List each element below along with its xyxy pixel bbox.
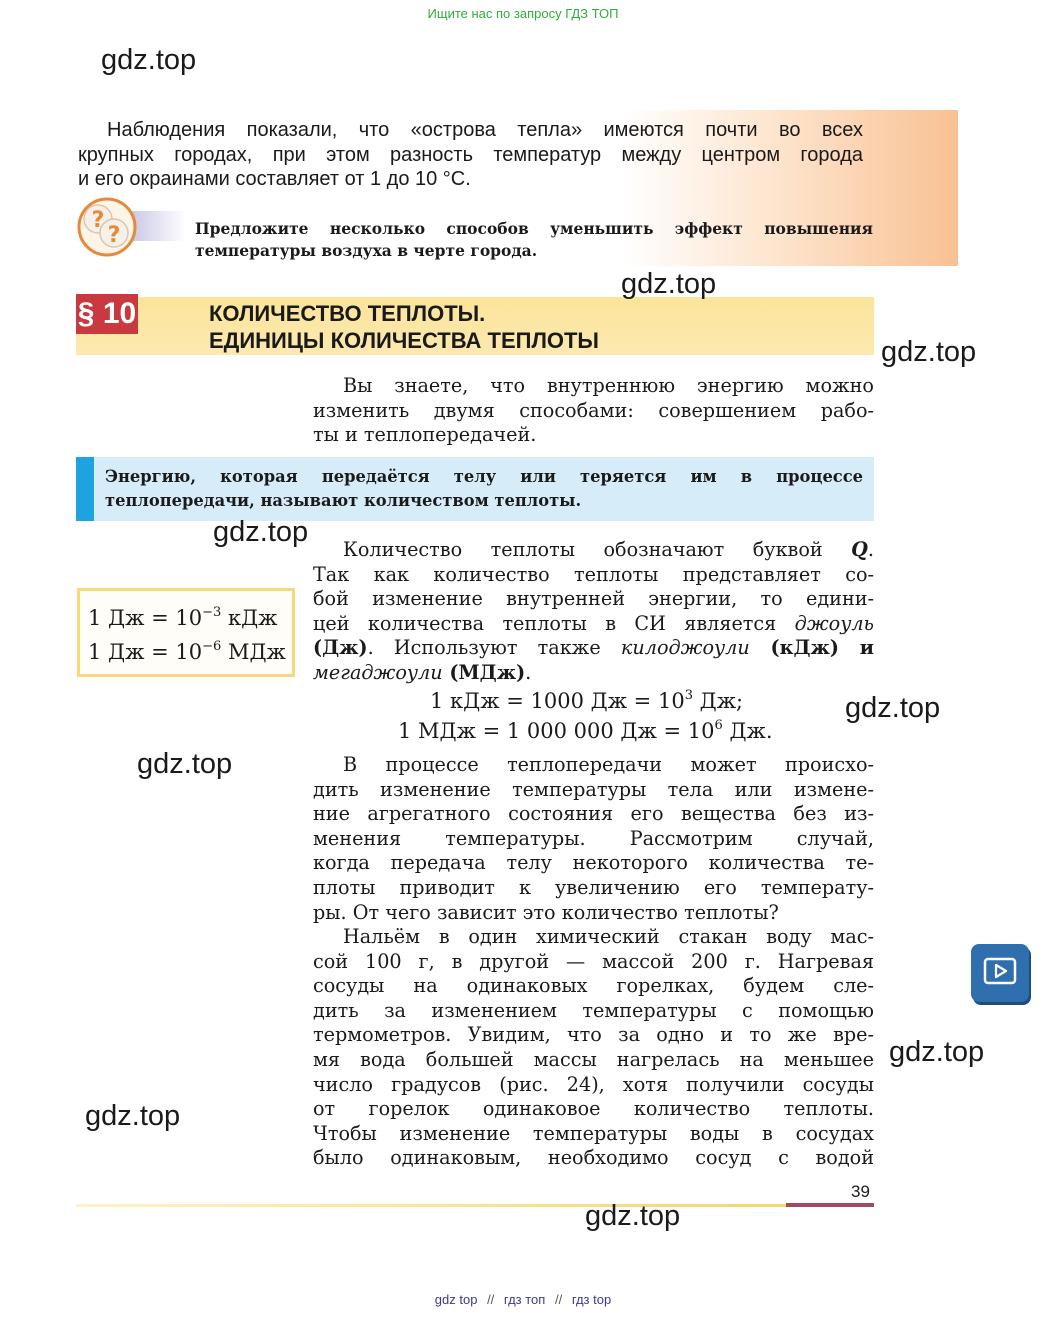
- svg-text:?: ?: [91, 208, 105, 233]
- text-line: менения температуры. Рассмотрим случай,: [313, 826, 874, 850]
- section-number-badge: § 10: [76, 294, 138, 334]
- text-line: бой изменение внутренней энергии, то едини-: [313, 587, 874, 611]
- text-line: мегаджоули (МДж).: [313, 660, 532, 684]
- section-title: [209, 300, 599, 354]
- watermark: gdz.top: [889, 1036, 985, 1068]
- text-line: изменить двумя способами: совершением рабо-: [313, 398, 874, 422]
- question-bar: [130, 211, 186, 241]
- intro-paragraph: [78, 118, 863, 192]
- paragraph-heat-transfer: [313, 753, 874, 925]
- section-title-line: КОЛИЧЕСТВО ТЕПЛОТЫ.: [209, 301, 486, 326]
- text-line: В процессе теплопередачи может происхо-: [343, 753, 874, 776]
- intro-line: Наблюдения показали, что «острова тепла» имеются почти во всех: [107, 119, 863, 141]
- text-line: Чтобы изменение температуры воды в сосудах: [313, 1121, 874, 1145]
- formula-kilojoule: 1 кДж = 1000 Дж = $10^3$ Дж;: [430, 687, 744, 713]
- formula-megajoule: 1 МДж = 1 000 000 Дж = $10^6$ Дж.: [398, 717, 773, 743]
- watermark: gdz.top: [213, 516, 309, 548]
- watermark: gdz.top: [881, 336, 977, 368]
- top-banner[interactable]: Ищите нас по запросу ГДЗ ТОП: [427, 6, 619, 21]
- paragraph-intro-energy: [313, 374, 874, 448]
- bottom-link[interactable]: гдз top: [571, 1292, 612, 1307]
- text-line: ты и теплопередачей.: [313, 423, 537, 447]
- watermark: gdz.top: [137, 748, 233, 780]
- intro-line: и его окраинами составляет от 1 до 10 °С.: [78, 168, 471, 190]
- text-line: число градусов (рис. 24), хотя получили сосуды: [313, 1072, 874, 1096]
- bottom-link[interactable]: gdz top: [434, 1292, 478, 1307]
- question-text: Предложите несколько способов уменьшить эффект повышения температуры воздуха в черте города.: [195, 219, 873, 260]
- text-line: сосуды на одинаковых горелках, будем сле-: [313, 974, 874, 998]
- paragraph-heat-quantity: [313, 538, 874, 686]
- bottom-link[interactable]: гдз топ: [503, 1292, 546, 1307]
- text-line: от горелок одинаковое количество теплоты.: [313, 1097, 874, 1121]
- text-line: мя вода большей массы нагрелась на меньшее: [313, 1047, 874, 1071]
- text-line: Вы знаете, что внутреннюю энергию можно: [343, 374, 874, 397]
- text-line: цей количества теплоты в СИ является джоуль: [313, 611, 874, 635]
- text-line: сой 100 г, в другой — массой 200 г. Нагревая: [313, 949, 874, 973]
- video-play-button[interactable]: [971, 944, 1029, 1002]
- text-line: дить изменение температуры тела или измене-: [313, 777, 874, 801]
- definition-stripe: [76, 457, 94, 521]
- watermark: gdz.top: [85, 1100, 181, 1132]
- unit-conversion-mj: 1 Дж = $10^{-6}$ МДж: [88, 638, 286, 664]
- page-number: 39: [851, 1182, 870, 1201]
- text-line: было одинаковым, необходимо сосуд с водой: [313, 1146, 874, 1170]
- play-video-icon: [971, 944, 1029, 1002]
- bottom-links: [0, 1292, 1046, 1307]
- intro-line: крупных городах, при этом разность температур между центром города: [78, 143, 863, 166]
- question-marks-icon: [76, 197, 138, 257]
- text-line: термометров. Увидим, что за одно и то же вре-: [313, 1023, 874, 1047]
- text-line: Так как количество теплоты представляет со-: [313, 562, 874, 586]
- text-line: ры. От чего зависит это количество теплоты?: [313, 900, 779, 924]
- unit-conversion-kj: 1 Дж = $10^{-3}$ кДж: [88, 604, 278, 630]
- watermark: gdz.top: [585, 1200, 681, 1232]
- paragraph-experiment: [313, 925, 874, 1171]
- link-separator: //: [554, 1292, 563, 1307]
- text-line: (Дж). Используют также килоджоули (кДж) и: [313, 636, 874, 660]
- watermark: gdz.top: [845, 692, 941, 724]
- text-line: когда передача телу некоторого количества те-: [313, 851, 874, 875]
- text-line: плоты приводит к увеличению его температу-: [313, 875, 874, 899]
- link-separator: //: [487, 1292, 495, 1307]
- definition-text: Энергию, которая передаётся телу или теряется им в процессе теплопередачи, называют количеством теплоты.: [105, 467, 863, 510]
- text-line: Количество теплоты обозначают буквой Q.: [343, 538, 874, 561]
- text-line: ние агрегатного состояния его вещества без из-: [313, 802, 874, 826]
- watermark: gdz.top: [101, 44, 197, 76]
- text-line: Нальём в один химический стакан воду мас-: [343, 925, 874, 948]
- footer-rule-accent: [786, 1203, 874, 1207]
- section-title-line: ЕДИНИЦЫ КОЛИЧЕСТВА ТЕПЛОТЫ: [209, 328, 599, 353]
- watermark: gdz.top: [621, 268, 717, 300]
- svg-text:?: ?: [107, 223, 121, 248]
- text-line: дить за изменением температуры с помощью: [313, 998, 874, 1022]
